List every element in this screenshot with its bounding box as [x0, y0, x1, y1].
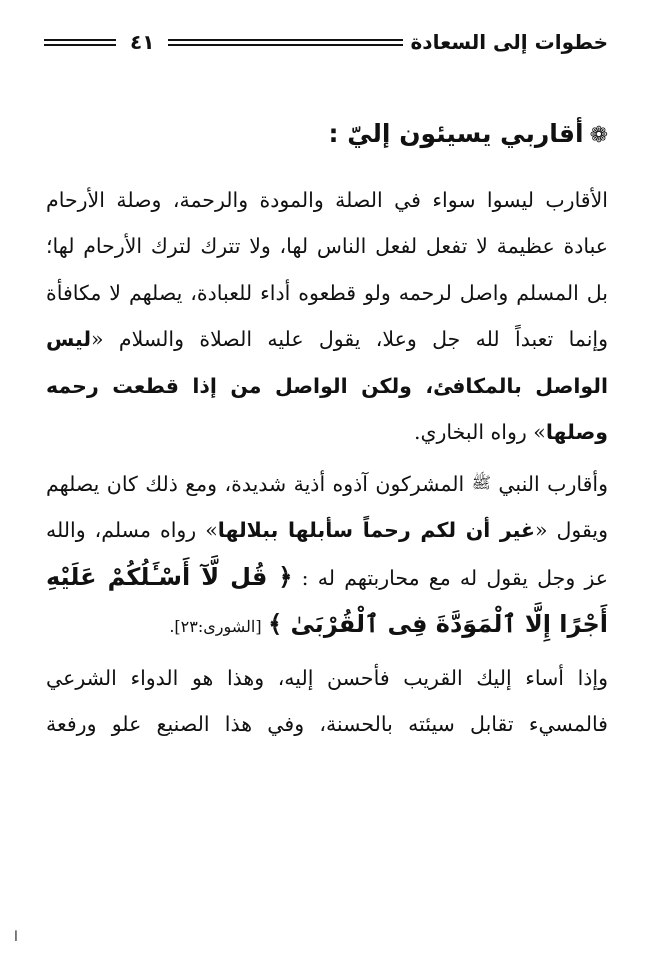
paragraph-kinship-text: الأقارب ليسوا سواء في الصلة والمودة والرحمة، وصلة الأرحام عبادة عظيمة لا تفعل لفعل الناس لها، ولا تترك لترك الأرحام لها؛ بل المسلم واصل لرحمه ولو قطعوه أداء للعبادة، يصلهم لا مكافأة وإنما تعبداً لله جل وعلا، يقول عليه الصلاة والسلام « — [46, 187, 608, 352]
paragraph-prophet-relatives — [46, 460, 608, 651]
header-rule-long — [168, 39, 402, 46]
quran-reference: [الشورى:٢٣]. — [169, 617, 262, 637]
paragraph-repel-evil-text: وإذا أساء إليك القريب فأحسن إليه، وهذا هو الدواء الشرعي فالمسيء تقابل سيئته بالحسنة، وفي هذا الصنيع علو ورفعة — [46, 665, 608, 737]
section-heading — [46, 118, 608, 151]
flower-bullet-icon: ❁ — [589, 123, 608, 148]
hadith-bukhari: ليس الواصل بالمكافئ، ولكن الواصل من إذا قطعت رحمه وصلها — [46, 327, 608, 445]
paragraph-prophet-text-b: المشركون آذوه أذية شديدة، ومع ذلك كان يصلهم ويقول « — [46, 471, 608, 543]
quran-verse: ﴿ قُل لَّآ أَسْـَٔلُكُمْ عَلَيْهِ أَجْرًا إِلَّا ٱلْمَوَدَّةَ فِى ٱلْقُرْبَىٰ ﴾ — [46, 562, 608, 639]
running-header — [44, 22, 608, 62]
page-margin-mark: ا — [14, 929, 18, 945]
hadith-muslim: غير أن لكم رحماً سأبلها ببلالها — [217, 518, 535, 543]
paragraph-repel-evil — [46, 655, 608, 748]
section-heading-text: أقاربي يسيئون إليّ : — [328, 119, 584, 148]
page-number: ٤١ — [130, 30, 155, 54]
page-content — [46, 118, 608, 752]
paragraph-kinship — [46, 177, 608, 456]
hadith-muslim-source: » رواه مسلم، والله عز وجل يقول له مع محاربتهم له : — [46, 518, 608, 590]
hadith-bukhari-source: » رواه البخاري. — [413, 420, 546, 445]
paragraph-prophet-text-a: وأقارب النبي — [498, 471, 608, 496]
salawat-icon: ﷺ — [471, 472, 491, 492]
running-header-title: خطوات إلى السعادة — [410, 30, 608, 54]
header-rule-short — [44, 39, 116, 46]
